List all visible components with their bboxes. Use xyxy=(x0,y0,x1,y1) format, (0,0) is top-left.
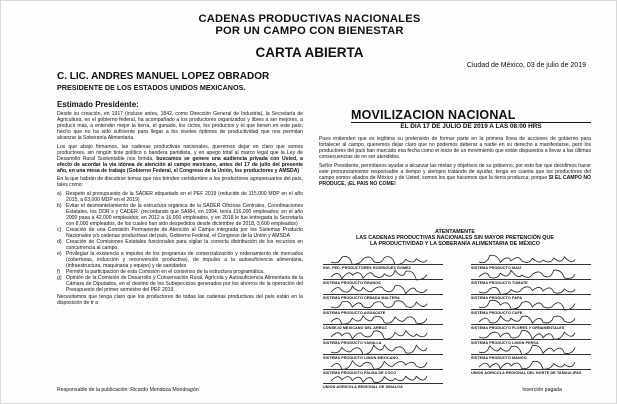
signature-line xyxy=(471,324,591,325)
topic-item xyxy=(57,191,303,203)
header-title-line1: CADENAS PRODUCTIVAS NACIONALES xyxy=(198,13,421,25)
paragraph-history: Desde su creación, en 1917 (incluso antes, 1842, como Dirección General de Industria), la Secretaría de Agricultura, en el gobierno federal, ha acompañado a los productores organizados y libres a ser mejores, a producir más, a entender mejor la tierra, el ganado, los ciclos, los productos y el que tienen en este país; hecho que no ha sido suficiente para llegar a los niveles óptimos de productividad que nos permitan alcanzar la Soberanía Alimentaria. xyxy=(57,111,303,142)
signature-line xyxy=(471,309,591,310)
addressee-title: PRESIDENTE DE LOS ESTADOS UNIDOS MEXICANOS. xyxy=(57,83,246,92)
topic-item-marker: b) xyxy=(57,202,62,209)
signature-line xyxy=(323,369,443,370)
topic-item-text: Creación de una Comisión Permanente de Atención al Campo integrada por los Sistemas Producto Nacionales y/o cadenas productivas del país, Gobierno Federal, el Congreso de la Unión y AMSDA xyxy=(66,227,303,240)
signatory-name: UNION AGRICOLA REGIONAL DE SINALOA xyxy=(323,385,403,389)
signature-line xyxy=(323,383,443,384)
signature-line xyxy=(471,369,591,370)
topic-item-marker: c) xyxy=(57,227,62,234)
signature-line xyxy=(323,264,443,265)
letter-date: Ciudad de México, 03 de julio de 2019 xyxy=(466,62,586,69)
signature-line xyxy=(323,354,443,355)
signatory-name: SISTEMA PRODUCTO CEBADA MALTERA xyxy=(323,296,400,300)
signature-line xyxy=(323,324,443,325)
topic-item xyxy=(57,275,303,293)
signature-line xyxy=(323,339,443,340)
header-title-line2: POR UN CAMPO CON BIENESTAR xyxy=(215,25,404,37)
paragraph-topics-intro: En la que habrán de discutirse temas que nos brinden certidumbre a los productores agropecuarios del país, tales como: xyxy=(57,176,303,189)
topic-item-marker: a) xyxy=(57,190,62,197)
closing-word: ATENTAMENTE xyxy=(435,229,475,235)
topic-item-text: Permitir la participación de esta Comisión en el consenso de la estructura programática. xyxy=(66,269,265,276)
closing-line1: LAS CADENAS PRODUCTIVAS NACIONALES SIN MAYOR PRETENCIÓN QUE xyxy=(356,235,554,242)
closing-block xyxy=(319,229,591,248)
signature-line xyxy=(471,279,591,280)
signature-line xyxy=(471,294,591,295)
mobilization-date: EL DIA 17 DE JULIO DE 2019 A LAS 08:00 HRS xyxy=(400,123,542,130)
topic-item-marker: d) xyxy=(57,239,62,246)
signature-line xyxy=(471,264,591,265)
signatory-name: SISTEMA PRODUCTO TOMATE xyxy=(471,281,528,285)
topic-item-text: Evitar el desmantelamiento de la estructura orgánica de la SADER Oficinas Centrales, Coordinaciones Estatales, los DDR´s y CADER. (recordando que SARH, en 1994, tenía 116,000 empleados; en el año 2000 pasa a 42,000 empleados; en 2012 a 16,000 empleados, y en 2018 le fue entregada la Secretaría con 8,000 empleados, de los cuales han sido despedidos desde diciembre de 2018, 3,600 empleados) xyxy=(66,202,303,227)
topic-item-text: Respeto al presupuesto de la SADER etiquetado en el PEF 2019 (reducido de 115,000 MDP en el año 2015, a 63,000 MDP en el 2019) xyxy=(66,190,303,203)
signatory-name: ING. FED. PRODUCTORES RODRIGUEZ GOMEZ xyxy=(323,266,412,270)
topic-item-text: Creación de Comisiones Estatales funcionales para vigilar la correcta distribución de los recursos en concurrencia al campo. xyxy=(66,239,303,252)
mobilization-title: MOVILIZACION NACIONAL xyxy=(351,109,591,123)
signatory-name: SISTEMA PRODUCTO PALMA DE COCO xyxy=(323,371,397,375)
paragraph-request: Los que abajo firmamos, las cadenas productivas nacionales, queremos dejar en claro que somos productores, sin ningún tinte político o bandera partidista, y en apego total al marco legal que la Ley de Desarrollo Rural Sustentable nos brinda, buscamos se genere una audiencia privada con Usted, a efecto de acordar la vía idónea de atención al campo mexicano, antes del 17 de julio del presente año, en una mesa de trabajo (Gobierno Federal, el Congreso de la Unión, los productores y AMSDA) xyxy=(57,143,304,174)
signatory-name: SISTEMA PRODUCTO AGUACATE xyxy=(323,311,386,315)
signature-line xyxy=(471,354,591,355)
signatory-name: SISTEMA PRODUCTO CAFE xyxy=(471,311,523,315)
signatory-name: SISTEMA PRODUCTO MANGO xyxy=(471,356,527,360)
paragraph-appeal: Señor Presidente, permítanos ayudar a alcanzar las metas y objetivos de su gobierno, por esto fue que decidimos hacer este pronunciamiento responsable a tiempo y siempre tratando de ayudar, tenga en cuenta que los productores del campo somos aliados de México y de Usted, somos los que hacemos que la tierra produzca; porque SI EL CAMPO NO PRODUCE, ¡EL PAIS NO COME! xyxy=(319,162,591,187)
right-column xyxy=(319,136,591,189)
topic-item-text: Privilegiar la existencia e impulso de los programas de comercialización y ordenamiento de mercados (coberturas, inducción y reconversión productiva), de impulso a la autosuficiencia alimentaria, (infraestructura, maquinaria y equipo) y de sanidades xyxy=(66,251,303,270)
topic-item xyxy=(57,227,303,239)
signatory-name: SISTEMA PRODUCTO FLORES Y ORNAMENTALES xyxy=(471,326,565,330)
signature-line xyxy=(323,309,443,310)
topic-item xyxy=(57,239,303,251)
signature-line xyxy=(471,339,591,340)
topic-item-marker: f) xyxy=(57,269,61,276)
signatory-name: SISTEMA PRODUCTO GRANOS xyxy=(323,281,381,285)
signatory-name: SISTEMA PRODUCTO VAINILLA xyxy=(323,341,382,345)
topic-item xyxy=(57,203,303,227)
footer-responsible: Responsable de la publicación: Ricardo Mendoza Mondragón xyxy=(57,387,199,393)
topic-item-marker: e) xyxy=(57,251,62,258)
paragraph-closing-left: Necesitamos que tenga claro que los productores de todas las cadenas productivas del país están en la disposición de tr a xyxy=(57,293,303,306)
signatory-name: SISTEMA PRODUCTO MAIZ xyxy=(471,266,522,270)
greeting: Estimado Presidente: xyxy=(57,100,139,109)
footer-paid-insertion: Inserción pagada xyxy=(522,387,562,393)
signatory-name: SISTEMA PRODUCTO LIMON PERSA xyxy=(471,341,539,345)
topic-item xyxy=(57,251,303,269)
paragraph-mobilization: Pues entienden que es legítima su pretensión de formar parte en la primera línea de acciones de gobierno para fortalecer al campo, queremos dejar claro que no podemos deberar a nadie en su derecho a manifestarse, pero los productores del país han marcado esa fecha como el inicio de un movimiento que están dispuestos a llevar a las últimas consecuencias de no ser atendidos. xyxy=(319,136,591,161)
signature-line xyxy=(323,294,443,295)
topic-item-text: Opinión de la Comisión de Desarrollo y Conservación Rural, Agrícola y Autosuficiencia Alimentaria de la Cámara de Diputados, en el destino de los Subejercicios generados por los ahorros de la operación del Presupuesto del primer semestre del PEF 2019. xyxy=(66,275,303,294)
signatory-name: UNION AGRICOLA REGIONAL DEL NORTE DE TAMAULIPAS xyxy=(471,371,582,375)
addressee-name: C. LIC. ANDRES MANUEL LOPEZ OBRADOR xyxy=(57,71,270,82)
closing-line2: LA PRODUCTIVIDAD Y LA SOBERANÍA ALIMENTARIA DE MÉXICO xyxy=(369,241,540,248)
topic-item-marker: g) xyxy=(57,275,62,282)
letter-type-heading: CARTA ABIERTA xyxy=(255,45,364,60)
left-column xyxy=(57,111,303,308)
signatory-name: SISTEMA PRODUCTO PAPA xyxy=(471,296,523,300)
topics-list xyxy=(57,191,303,294)
signatory-name: SISTEMA PRODUCTO LIMON MEXICANO xyxy=(323,356,399,360)
signature-line xyxy=(323,279,443,280)
signatory-name: CONSEJO MEXICANO DEL ARROZ xyxy=(323,326,387,330)
